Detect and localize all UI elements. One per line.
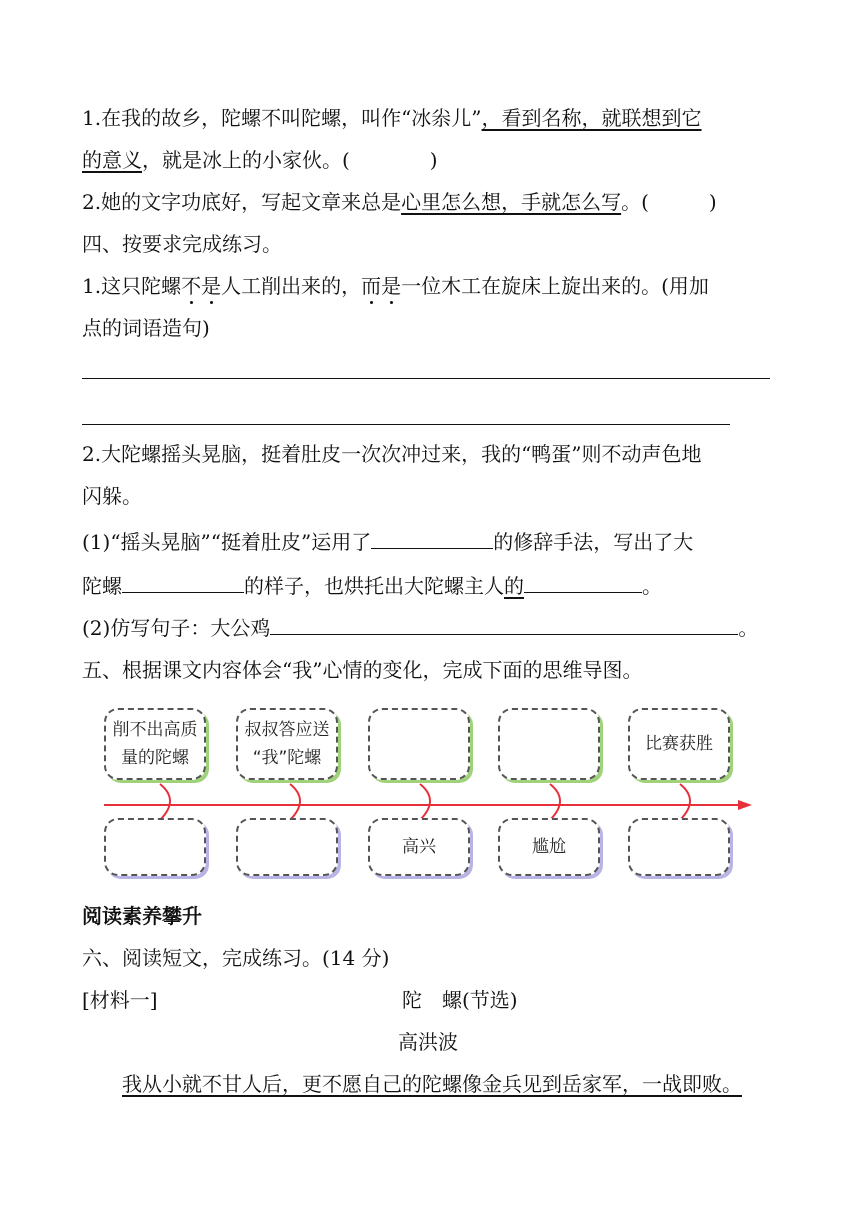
- box-text: 叔叔答应送: [244, 720, 330, 740]
- q5-heading: 五、根据课文内容体会“我”心情的变化，完成下面的思维导图。: [82, 658, 643, 682]
- passage-author: 高洪波: [398, 1030, 458, 1054]
- box-text: “我”陀螺: [252, 748, 322, 768]
- box-text: 高兴: [402, 837, 436, 857]
- q4-item2-line1: 2.大陀螺摇头晃脑，挺着肚皮一次次冲过来，我的“鸭蛋”则不动声色地: [82, 442, 702, 466]
- material-label: [材料一]: [82, 988, 158, 1012]
- answer-line-2[interactable]: [82, 424, 730, 425]
- fill-blank-rhetoric[interactable]: [371, 528, 493, 549]
- q4-item2-sub1-line1: [82, 528, 693, 556]
- q4-sub2-text-a: (2)仿写句子：大公鸡: [82, 616, 271, 640]
- passage-title: 陀 螺(节选): [402, 988, 518, 1012]
- q4-item1-line1: [82, 272, 709, 300]
- fill-blank-owner[interactable]: [524, 572, 642, 593]
- dotted-char: 而: [361, 274, 382, 298]
- q3-item1-line2: [82, 146, 438, 174]
- passage-first-line: 我从小就不甘人后，更不愿自己的陀螺像金兵见到岳家军，一战即败。: [122, 1072, 742, 1096]
- mind-map-bottom-box-5[interactable]: [628, 818, 730, 876]
- answer-line-1[interactable]: [82, 378, 770, 379]
- mind-map-top-box-4[interactable]: [498, 708, 600, 780]
- dotted-char: 不: [181, 274, 202, 298]
- fill-blank-imitation[interactable]: [270, 614, 738, 635]
- mind-map-top-box-2: [236, 708, 338, 780]
- q4-item1-line2: 点的词语造句): [82, 316, 210, 340]
- q4-item2-sub2: [82, 614, 758, 642]
- box-text: 尴尬: [532, 837, 566, 857]
- mind-map-top-box-1: [104, 708, 206, 780]
- q4-sub1-text-e: 的: [504, 574, 524, 598]
- q3-item1-underlined-2: 的意义: [82, 148, 142, 172]
- q3-item1-answer-paren: ，就是冰上的小家伙。( ): [142, 148, 438, 172]
- q3-item1-underlined: ，看到名称，就联想到它: [481, 106, 702, 130]
- q4-item2-sub1-line2: [82, 572, 662, 600]
- fill-blank-appearance[interactable]: [122, 572, 244, 593]
- q4-item2-line2: 闪躲。: [82, 484, 142, 508]
- box-text: 量的陀螺: [121, 748, 189, 768]
- q4-item1-text-b: 人工削出来的，: [221, 274, 362, 298]
- q4-sub1-text-b: 的修辞手法，写出了大: [493, 530, 694, 554]
- box-text: 比赛获胜: [645, 734, 713, 754]
- box-text: 削不出高质: [112, 720, 198, 740]
- q4-sub1-text-c: 陀螺: [82, 574, 122, 598]
- q3-item2-underlined: 心里怎么想，手就怎么写: [401, 190, 622, 214]
- q4-sub1-text-d: 的样子，也烘托出大陀螺主人: [244, 574, 504, 598]
- dotted-char: 是: [201, 274, 222, 298]
- q4-sub1-text-a: (1)“摇头晃脑”“挺着肚皮”运用了: [82, 530, 372, 554]
- q6-heading: 六、阅读短文，完成练习。(14 分): [82, 946, 390, 970]
- mind-map-bottom-box-4: [498, 818, 600, 876]
- q4-item1-text-a: 1.这只陀螺: [82, 274, 182, 298]
- q4-heading: 四、按要求完成练习。: [82, 232, 282, 256]
- mind-map-bottom-box-2[interactable]: [236, 818, 338, 876]
- q3-item2-text: 2.她的文字功底好，写起文章来总是: [82, 190, 402, 214]
- q3-item2-answer-paren: 。( ): [621, 190, 717, 214]
- mind-map-bottom-box-1[interactable]: [104, 818, 206, 876]
- q4-sub2-text-b: 。: [738, 616, 759, 640]
- q3-item1-text: 1.在我的故乡，陀螺不叫陀螺，叫作“冰尜儿”: [82, 106, 482, 130]
- q3-item2: [82, 188, 717, 216]
- section-title: 阅读素养攀升: [82, 904, 202, 928]
- mind-map-bottom-box-3: [368, 818, 470, 876]
- mind-map-top-box-3[interactable]: [368, 708, 470, 780]
- q3-item1-line1: [82, 104, 702, 132]
- mind-map-top-box-5: [628, 708, 730, 780]
- q4-item1-text-c: 一位木工在旋床上旋出来的。(用加: [401, 274, 709, 298]
- q4-sub1-text-f: 。: [642, 574, 662, 598]
- dotted-char: 是: [381, 274, 402, 298]
